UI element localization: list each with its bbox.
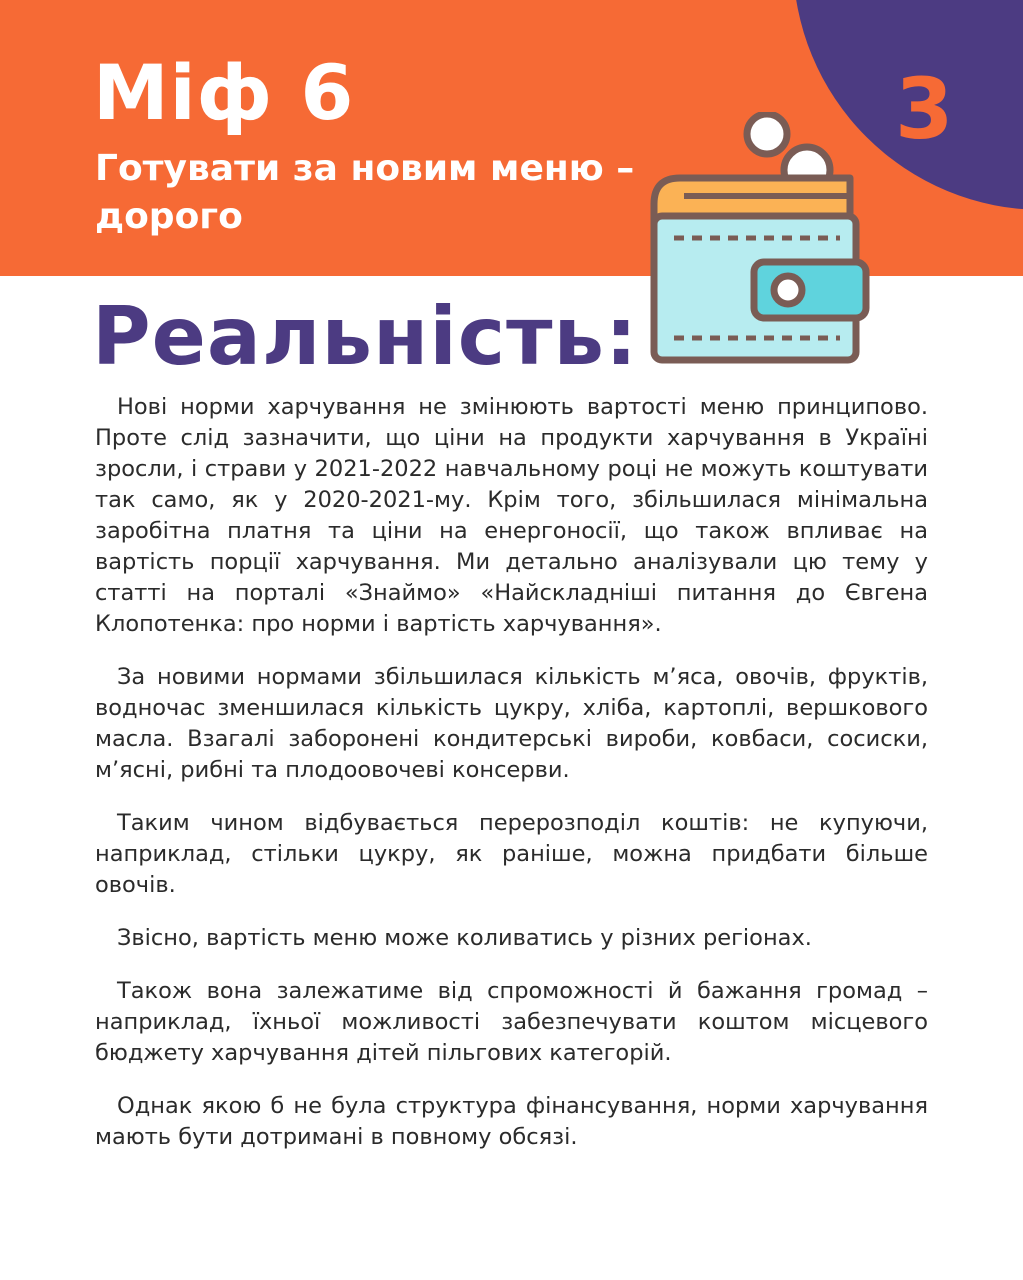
myth-title: Міф 6: [93, 48, 355, 137]
paragraph-3: Таким чином відбувається перерозподіл коштів: не купуючи, наприклад, стільки цукру, як раніше, можна придбати більше овочів.: [95, 810, 928, 898]
coin-small-icon: [747, 114, 787, 154]
paragraph-1: Нові норми харчування не змінюють вартості меню принципово. Проте слід зазначити, що ціни на продукти харчування в Україні зросли, і страви у 2021-2022 навчальному році не можуть коштувати так само, як у 2020-2021-му. Крім того, збільшилася мінімальна заробітна платня та ціни на енергоносії, що також впливає на вартість порції харчування. Ми детально аналізували цю тему у статті на порталі «Знаймо» «Найскладніші питання до Євгена Клопотенка: про норми і вартість харчування».: [95, 394, 928, 637]
myth-subtitle: Готувати за новим меню – дорого: [95, 148, 635, 237]
paragraph-4: Звісно, вартість меню може коливатись у різних регіонах.: [117, 925, 812, 951]
logo-digit: 3: [895, 66, 954, 146]
wallet-with-coins-icon: [644, 112, 874, 364]
reality-heading: Реальність:: [92, 290, 639, 383]
wallet-button: [774, 276, 802, 304]
paragraph-6: Однак якою б не була структура фінансування, норми харчування мають бути дотримані в повному обсязі.: [95, 1093, 928, 1150]
paragraph-2: За новими нормами збільшилася кількість м’яса, овочів, фруктів, водночас зменшилася кількість цукру, хліба, картоплі, вершкового масла. Взагалі заборонені кондитерські вироби, ковбаси, сосиски, м’ясні, рибні та плодоовочеві консерви.: [95, 664, 928, 783]
body-text: [95, 392, 928, 1175]
logo: [895, 66, 987, 146]
paragraph-5: Також вона залежатиме від спроможності й бажання громад – наприклад, їхньої можливості забезпечувати коштом місцевого бюджету харчування дітей пільгових категорій.: [95, 978, 928, 1066]
